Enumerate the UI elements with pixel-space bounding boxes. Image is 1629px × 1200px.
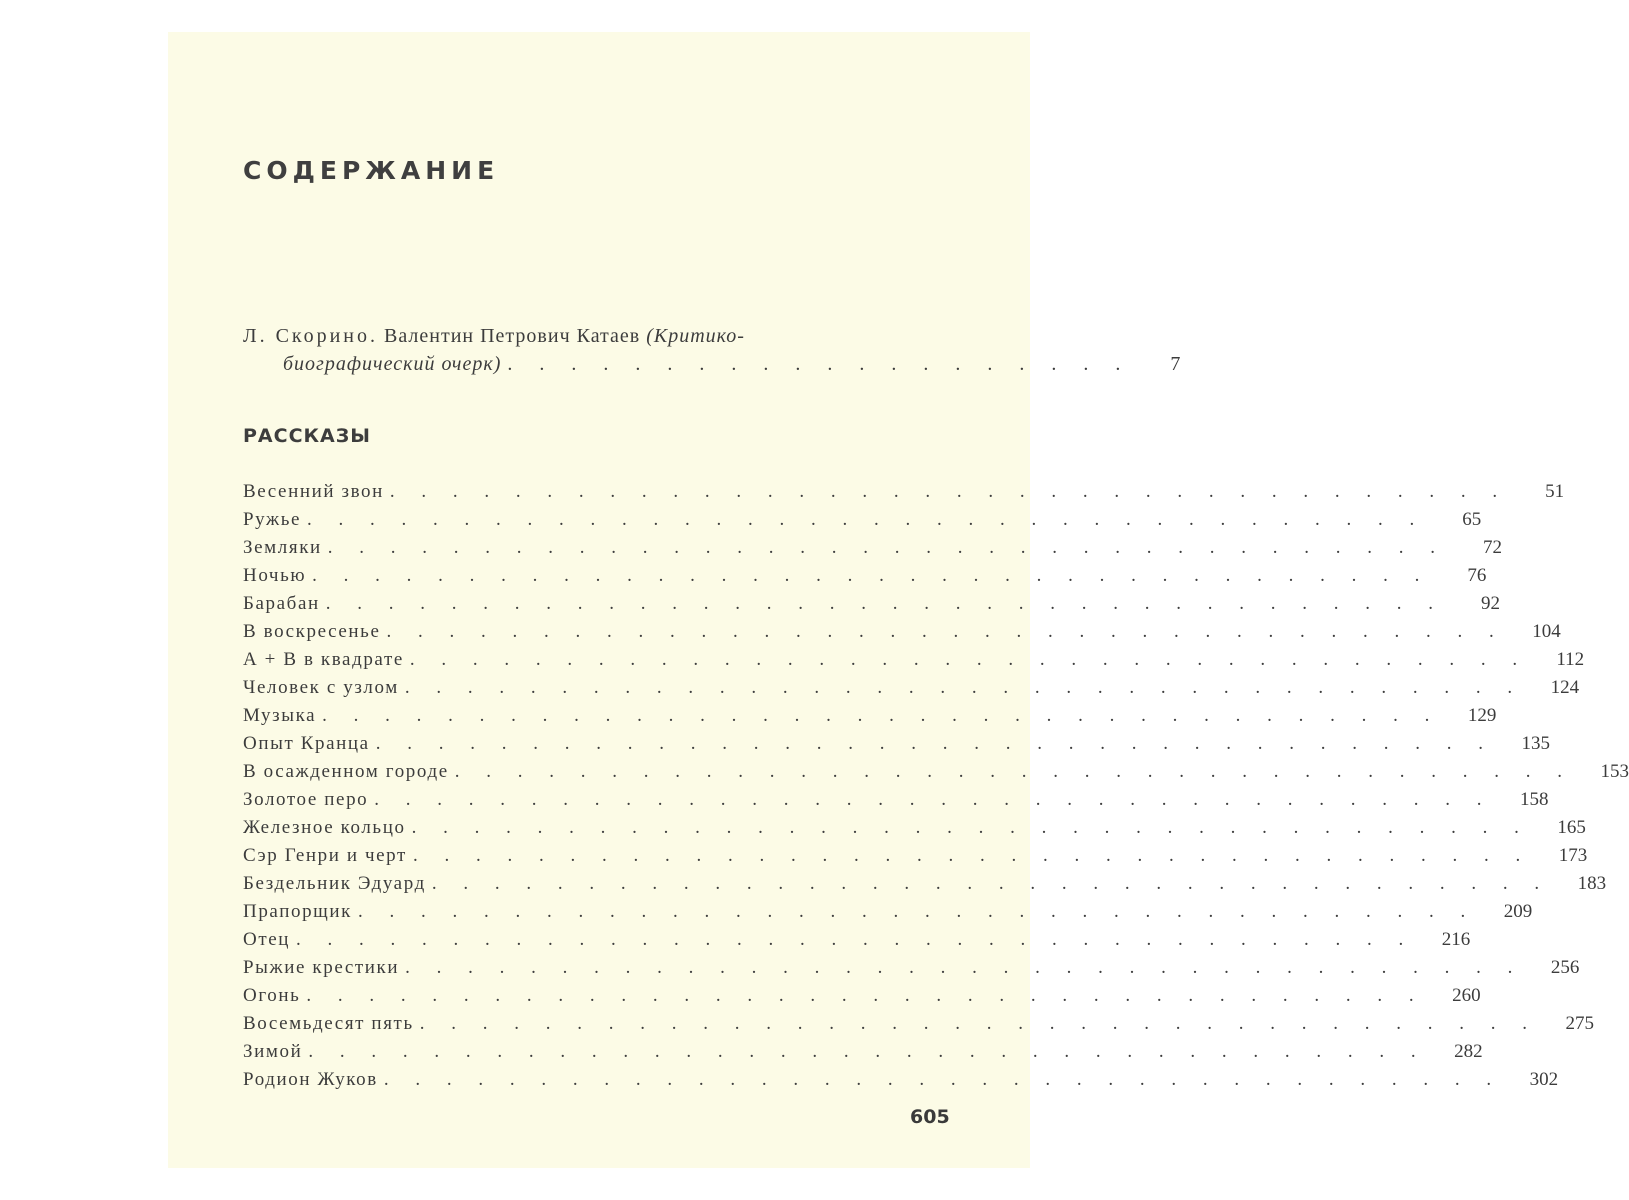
toc-page-number: 76: [1467, 565, 1487, 586]
toc-page-number: 183: [1577, 873, 1607, 894]
leader-dots: . . . . . . . . . . . . . . . . . . . . . . . . . . . . . . . . . . . .: [325, 593, 1444, 614]
leader-dots: . . . . . . . . . . . . . . . . . . . .: [507, 353, 1132, 375]
toc-entry-title: Родион Жуков: [243, 1069, 378, 1090]
leader-dots: . . . . . . . . . . . . . . . . . . . . . . . . . . . . . . . . . . . .: [308, 1041, 1427, 1062]
toc-page-number: 173: [1558, 845, 1588, 866]
leader-dots: . . . . . . . . . . . . . . . . . . . . . . . . . . . . . . . . . . . .: [322, 705, 1441, 726]
toc-page-number: 129: [1467, 705, 1497, 726]
leader-dots: . . . . . . . . . . . . . . . . . . . . . . . . . . . . . . . . . . . .: [312, 565, 1431, 586]
leader-dots: . . . . . . . . . . . . . . . . . . . . . . . . . . . . . . . . . . . .: [409, 649, 1529, 670]
toc-row: [243, 786, 1549, 814]
toc-entry-title: Отец: [243, 929, 291, 950]
toc-page-number: 92: [1481, 593, 1500, 614]
toc-entry-title: Человек с узлом: [243, 677, 399, 698]
toc-row: [243, 590, 1500, 618]
leader-dots: . . . . . . . . . . . . . . . . . . . . . . . . . . . . . . . . . . . .: [419, 1013, 1538, 1034]
toc-row: [243, 1066, 1559, 1094]
leader-dots: . . . . . . . . . . . . . . . . . . . . . . . . . . . . . . . . . . . .: [431, 873, 1551, 894]
toc-row: [243, 702, 1497, 730]
leader-dots: . . . . . . . . . . . . . . . . . . . . . . . . . . . . . . . . . . . .: [296, 929, 1415, 950]
toc-row: [243, 814, 1586, 842]
toc-entry-title: Рыжие крестики: [243, 957, 400, 978]
toc-page-number: 112: [1556, 649, 1585, 670]
toc-row: [243, 534, 1503, 562]
toc-entry-title: Железное кольцо: [243, 817, 406, 838]
toc-page-number: 158: [1520, 789, 1549, 810]
toc-page-number: 275: [1565, 1013, 1594, 1034]
toc-entry-title: Золотое перо: [243, 789, 369, 810]
toc-row: [243, 954, 1580, 982]
toc-page-number: 216: [1441, 929, 1471, 950]
toc-row: [243, 870, 1607, 898]
intro-line-2: [243, 350, 1182, 378]
toc-entry-title: Зимой: [243, 1041, 303, 1062]
leader-dots: . . . . . . . . . . . . . . . . . . . . . . . . . . . . . . . . . . . .: [404, 677, 1524, 698]
toc-row: [243, 1038, 1483, 1066]
toc-row: [243, 842, 1588, 870]
intro-note-part1: (Критико-: [646, 325, 745, 347]
leader-dots: . . . . . . . . . . . . . . . . . . . . . . . . . . . . . . . . . . . .: [374, 789, 1493, 810]
toc-page-number: 72: [1483, 537, 1503, 558]
toc-page-number: 209: [1503, 901, 1533, 922]
toc-row: [243, 926, 1471, 954]
toc-page-number: 104: [1532, 621, 1561, 642]
section-title: РАССКАЗЫ: [243, 425, 371, 447]
intro-page-number: 7: [1170, 353, 1182, 375]
toc-entry-title: Прапорщик: [243, 901, 353, 922]
page-folio: 605: [910, 1106, 950, 1128]
toc-page-number: 124: [1550, 677, 1580, 698]
toc-entry-title: В осажденном городе: [243, 761, 449, 782]
toc-page-number: 65: [1462, 509, 1482, 530]
intro-title: Валентин Петрович Катаев: [384, 325, 641, 347]
intro-entry: [243, 322, 1182, 378]
toc-row: [243, 730, 1550, 758]
toc-page-number: 165: [1557, 817, 1586, 838]
leader-dots: . . . . . . . . . . . . . . . . . . . . . . . . . . . . . . . . . . . .: [358, 901, 1477, 922]
toc-entry-title: Ночью: [243, 565, 307, 586]
toc-entry-title: В воскресенье: [243, 621, 381, 642]
toc-row: [243, 758, 1629, 786]
toc-entry-title: Восемьдесят пять: [243, 1013, 414, 1034]
toc-entry-title: Сэр Генри и черт: [243, 845, 407, 866]
leader-dots: . . . . . . . . . . . . . . . . . . . . . . . . . . . . . . . . . . . .: [386, 621, 1505, 642]
toc-entry-title: Бездельник Эдуард: [243, 873, 426, 894]
leader-dots: . . . . . . . . . . . . . . . . . . . . . . . . . . . . . . . . . . . .: [375, 733, 1494, 754]
toc-page-number: 135: [1521, 733, 1550, 754]
leader-dots: . . . . . . . . . . . . . . . . . . . . . . . . . . . . . . . . . . . .: [306, 985, 1425, 1006]
toc-row: [243, 618, 1561, 646]
toc-row: [243, 898, 1533, 926]
toc-page-number: 302: [1529, 1069, 1559, 1090]
toc-entry-title: Ружье: [243, 509, 302, 530]
toc-row: [243, 1010, 1594, 1038]
toc-entry-title: А + В в квадрате: [243, 649, 404, 670]
leader-dots: . . . . . . . . . . . . . . . . . . . . . . . . . . . . . . . . . . . .: [389, 481, 1509, 502]
leader-dots: . . . . . . . . . . . . . . . . . . . . . . . . . . . . . . . . . . . .: [327, 537, 1447, 558]
toc-entry-title: Огонь: [243, 985, 301, 1006]
leader-dots: . . . . . . . . . . . . . . . . . . . . . . . . . . . . . . . . . . . .: [307, 509, 1426, 530]
toc-entry-title: Музыка: [243, 705, 317, 726]
intro-author: Л. Скорино.: [243, 325, 379, 347]
leader-dots: . . . . . . . . . . . . . . . . . . . . . . . . . . . . . . . . . . . .: [405, 957, 1524, 978]
toc-page-number: 153: [1600, 761, 1629, 782]
intro-note-part2: биографический очерк): [283, 353, 502, 375]
toc-entry-title: Барабан: [243, 593, 320, 614]
contents-heading: СОДЕРЖАНИЕ: [243, 156, 500, 185]
toc-row: [243, 646, 1585, 674]
leader-dots: . . . . . . . . . . . . . . . . . . . . . . . . . . . . . . . . . . . .: [412, 845, 1532, 866]
leader-dots: . . . . . . . . . . . . . . . . . . . . . . . . . . . . . . . . . . . .: [383, 1069, 1503, 1090]
toc-row: [243, 478, 1565, 506]
toc-page-number: 256: [1550, 957, 1580, 978]
toc-row: [243, 562, 1487, 590]
toc-entry-title: Опыт Кранца: [243, 733, 370, 754]
toc-row: [243, 674, 1580, 702]
toc-list: [243, 478, 1629, 1094]
toc-page-number: 51: [1545, 481, 1565, 502]
toc-row: [243, 506, 1482, 534]
toc-entry-title: Весенний звон: [243, 481, 384, 502]
toc-page-number: 260: [1452, 985, 1481, 1006]
toc-page-number: 282: [1454, 1041, 1483, 1062]
leader-dots: . . . . . . . . . . . . . . . . . . . . . . . . . . . . . . . . . . . .: [454, 761, 1573, 782]
toc-row: [243, 982, 1481, 1010]
toc-entry-title: Земляки: [243, 537, 322, 558]
intro-line-1: [243, 322, 915, 350]
leader-dots: . . . . . . . . . . . . . . . . . . . . . . . . . . . . . . . . . . . .: [411, 817, 1530, 838]
